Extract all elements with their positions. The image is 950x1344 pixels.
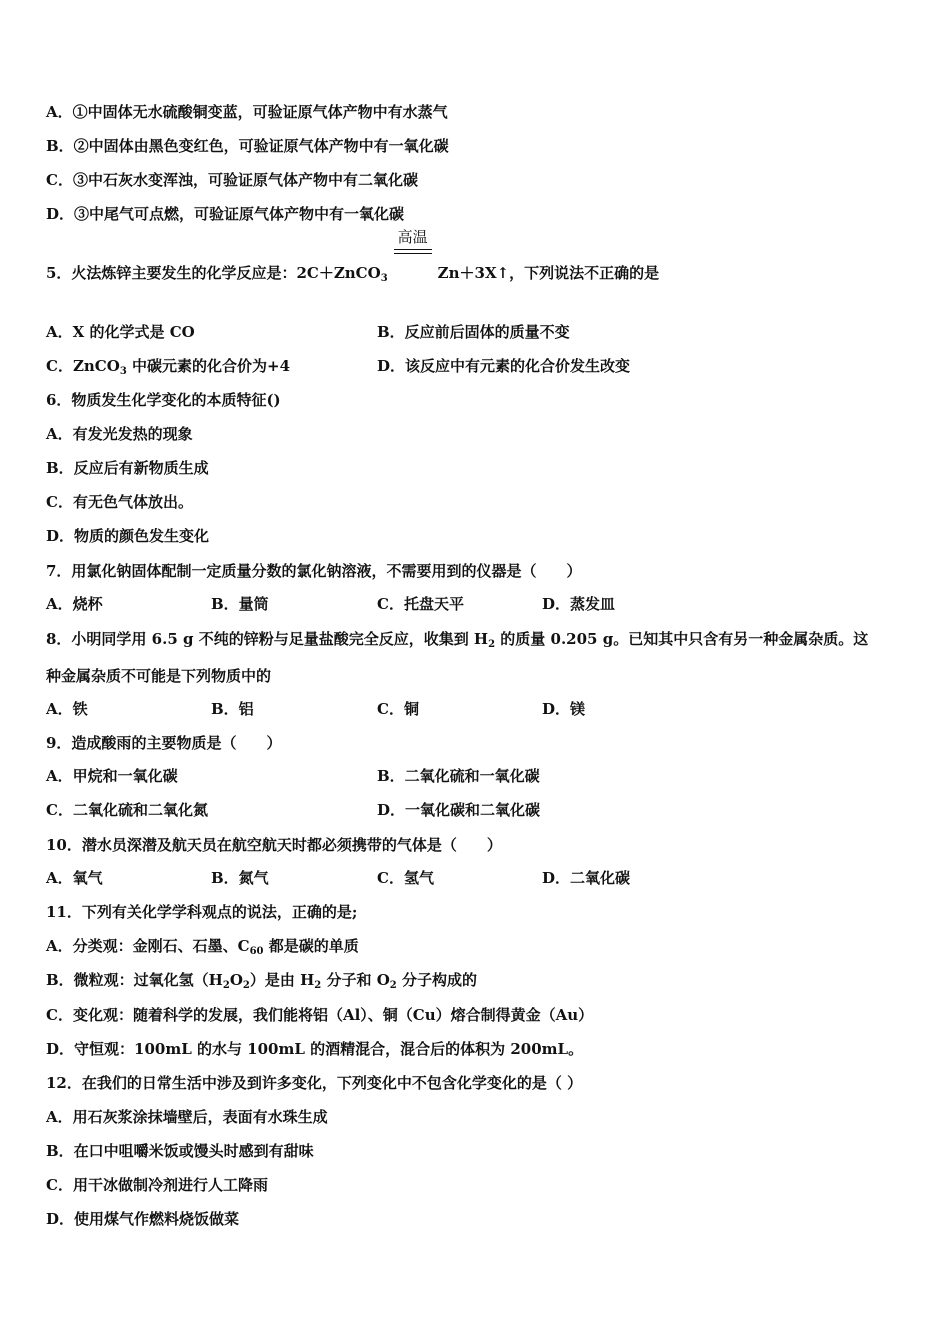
q11-b-post: 分子构成的 (396, 971, 477, 989)
q9-row-cd (46, 800, 906, 820)
q5-subscript: 3 (380, 273, 388, 284)
q9-option-d: D．一氧化碳和二氧化碳 (377, 801, 541, 819)
q9-option-b: B．二氧化硫和一氧化碳 (377, 767, 540, 785)
q5-option-c-post: 中碳元素的化合价为+4 (126, 357, 291, 375)
q8-stem-pre: 8．小明同学用 6.5 g 不纯的锌粉与足量盐酸完全反应，收集到 H (46, 630, 489, 648)
q11-option-b (46, 970, 477, 996)
q4-option-c: C．③中石灰水变浑浊，可验证原气体产物中有二氧化碳 (46, 171, 418, 189)
reaction-condition-label: 高温 (397, 228, 428, 246)
q7-stem: 7．用氯化钠固体配制一定质量分数的氯化钠溶液，不需要用到的仪器是（ ） (46, 562, 582, 580)
q11-option-d: D．守恒观：100mL 的水与 100mL 的酒精混合，混合后的体积为 200mL。 (46, 1040, 584, 1058)
q11-option-a-pre: A．分类观：金刚石、石墨、C (46, 937, 250, 955)
q8-stem-line2: 种金属杂质不可能是下列物质中的 (46, 667, 272, 685)
q4-option-b: B．②中固体由黑色变红色，可验证原气体产物中有一氧化碳 (46, 137, 449, 155)
q7-option-a: A．烧杯 (46, 595, 103, 613)
q6-option-b: B．反应后有新物质生成 (46, 459, 209, 477)
q9-stem: 9．造成酸雨的主要物质是（ ） (46, 734, 282, 752)
q11-b-sub3: 2 (314, 980, 322, 991)
q11-b-sub1: 2 (222, 980, 230, 991)
q10-stem: 10．潜水员深潜及航天员在航空航天时都必须携带的气体是（ ） (46, 836, 502, 854)
q9-option-c: C．二氧化硫和二氧化氮 (46, 801, 208, 819)
q8-option-a: A．铁 (46, 700, 88, 718)
q5-stem-pre: 5．火法炼锌主要发生的化学反应是：2C＋ZnCO (46, 264, 381, 282)
q12-stem: 12．在我们的日常生活中涉及到许多变化，下列变化中不包含化学变化的是（ ） (46, 1074, 583, 1092)
q5-option-c-pre: C．ZnCO (46, 357, 120, 375)
q10-option-a: A．氧气 (46, 869, 103, 887)
q9-option-a: A．甲烷和一氧化碳 (46, 767, 178, 785)
q5-stem-post: Zn＋3X↑，下列说法不正确的是 (437, 264, 660, 282)
q5-option-a: A．X 的化学式是 CO (46, 323, 195, 341)
q11-b-mid2: ）是由 H (249, 971, 315, 989)
q5-row-cd (46, 356, 906, 376)
q11-b-mid3: 分子和 O (321, 971, 390, 989)
q8-subscript: 2 (488, 639, 496, 650)
q8-option-d: D．镁 (542, 700, 586, 718)
q11-option-c: C．变化观：随着科学的发展，我们能将铝（Al）、铜（Cu）熔合制得黄金（Au） (46, 1006, 594, 1024)
equals-line-top (394, 249, 432, 250)
q10-options (46, 868, 906, 888)
q8-option-b: B．铝 (211, 700, 254, 718)
q5-stem (46, 228, 660, 289)
q5-row-ab (46, 322, 906, 342)
q10-option-b: B．氮气 (211, 869, 269, 887)
q9-row-ab (46, 766, 906, 786)
q6-option-d: D．物质的颜色发生变化 (46, 527, 210, 545)
q10-option-d: D．二氧化碳 (542, 869, 631, 887)
q5-option-c-sub: 3 (119, 366, 127, 377)
q5-option-d: D．该反应中有元素的化合价发生改变 (377, 357, 631, 375)
q10-option-c: C．氢气 (377, 869, 434, 887)
q12-option-d: D．使用煤气作燃料烧饭做菜 (46, 1210, 240, 1228)
q5-option-c (46, 356, 290, 382)
q11-stem: 11．下列有关化学学科观点的说法，正确的是; (46, 903, 358, 921)
q8-stem-post: 的质量 0.205 g。已知其中只含有另一种金属杂质。这 (495, 630, 869, 648)
q4-option-d: D．③中尾气可点燃，可验证原气体产物中有一氧化碳 (46, 205, 405, 223)
q11-b-sub2: 2 (242, 980, 250, 991)
q12-option-b: B．在口中咀嚼米饭或馒头时感到有甜味 (46, 1142, 314, 1160)
q8-options (46, 699, 906, 719)
q8-stem (46, 629, 868, 655)
q11-option-a (46, 936, 359, 962)
q11-b-sub4: 2 (389, 980, 397, 991)
q7-option-b: B．量筒 (211, 595, 269, 613)
q11-b-mid1: O (229, 971, 243, 989)
q7-options (46, 594, 906, 614)
q12-option-c: C．用干冰做制冷剂进行人工降雨 (46, 1176, 268, 1194)
q7-option-d: D．蒸发皿 (542, 595, 616, 613)
q8-option-c: C．铜 (377, 700, 419, 718)
q6-option-a: A．有发光发热的现象 (46, 425, 193, 443)
q12-option-a: A．用石灰浆涂抹墙壁后，表面有水珠生成 (46, 1108, 328, 1126)
q11-option-a-sub: 60 (249, 946, 264, 957)
equals-line-bottom (394, 253, 432, 254)
q4-option-a: A．①中固体无水硫酸铜变蓝，可验证原气体产物中有水蒸气 (46, 103, 448, 121)
q5-option-b: B．反应前后固体的质量不变 (377, 323, 570, 341)
q7-option-c: C．托盘天平 (377, 595, 464, 613)
q6-stem: 6．物质发生化学变化的本质特征() (46, 391, 281, 409)
q11-option-a-post: 都是碳的单质 (263, 937, 359, 955)
q6-option-c: C．有无色气体放出。 (46, 493, 193, 511)
q11-b-pre: B．微粒观：过氧化氢（H (46, 971, 223, 989)
reaction-condition (392, 228, 434, 283)
